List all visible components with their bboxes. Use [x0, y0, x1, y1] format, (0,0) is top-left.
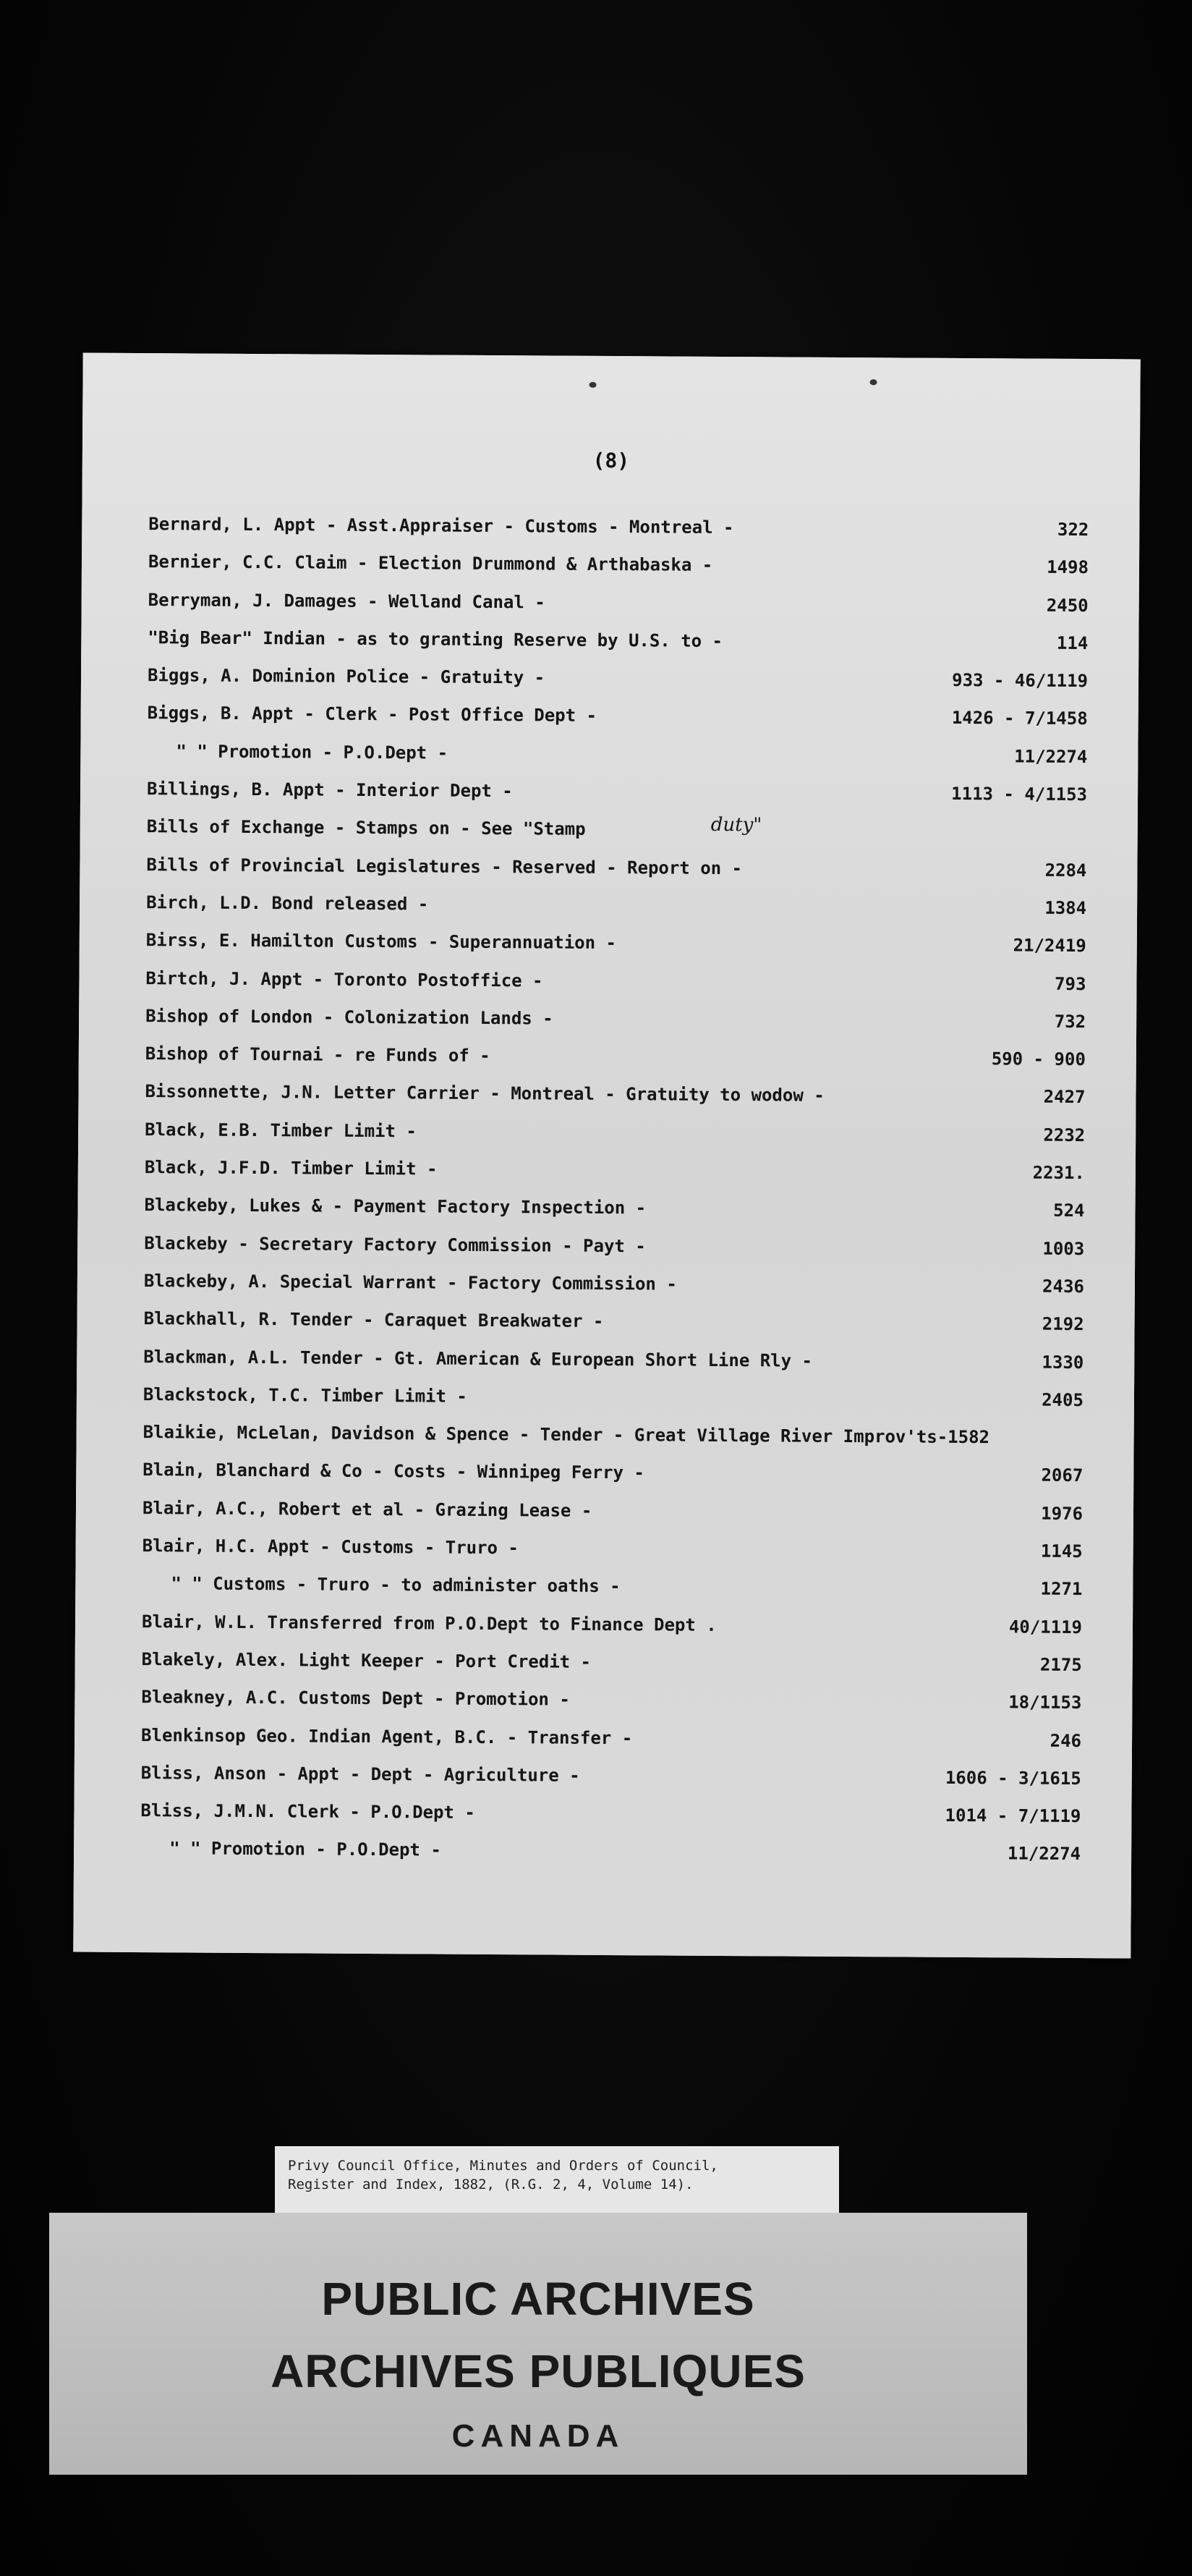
index-entry — [141, 1763, 1081, 1806]
index-entry — [142, 1573, 1082, 1617]
entry-text: Blair, A.C., Robert et al - Grazing Lease - — [142, 1497, 592, 1521]
index-entry — [142, 1460, 1083, 1504]
entry-text: Berryman, J. Damages - Welland Canal - — [148, 589, 545, 613]
entry-text: Blenkinsop Geo. Indian Agent, B.C. - Transfer - — [141, 1724, 633, 1748]
index-entry — [141, 1687, 1081, 1730]
source-caption — [275, 2146, 839, 2214]
entry-reference: 2450 — [1046, 595, 1089, 616]
entry-text: Blair, W.L. Transferred from P.O.Dept to Finance Dept . — [141, 1611, 717, 1635]
index-entry — [146, 930, 1086, 973]
entry-reference: 2427 — [1043, 1087, 1086, 1108]
entry-reference: 2284 — [1044, 860, 1087, 881]
entry-text: Bills of Exchange - Stamps on - See "Stamp — [146, 816, 586, 840]
handwritten-annotation: duty" — [710, 814, 762, 836]
entry-reference: 2192 — [1042, 1313, 1084, 1335]
entry-reference: 11/2274 — [1007, 1843, 1081, 1865]
index-entry — [144, 1233, 1084, 1276]
index-entry — [142, 1422, 1083, 1465]
entry-text: Birch, L.D. Bond released - — [146, 892, 429, 915]
archives-country: CANADA — [451, 2418, 625, 2454]
entry-text: Bliss, J.M.N. Clerk - P.O.Dept - — [140, 1800, 475, 1823]
entry-text: Blackeby - Secretary Factory Commission - Payt - — [144, 1232, 646, 1256]
entry-reference: 2405 — [1042, 1389, 1084, 1410]
entry-text: Bliss, Anson - Appt - Dept - Agriculture - — [140, 1762, 580, 1786]
entry-reference: 1113 - 4/1153 — [951, 783, 1088, 805]
archives-card — [49, 2213, 1027, 2475]
entry-reference: 21/2419 — [1013, 935, 1086, 957]
film-speck — [589, 382, 596, 388]
entry-reference: 933 - 46/1119 — [952, 670, 1089, 692]
index-entry — [145, 1157, 1085, 1200]
entry-reference: 1003 — [1042, 1238, 1085, 1259]
entry-text: "Big Bear" Indian - as to granting Reserve by U.S. to - — [148, 627, 723, 651]
entry-text: Bernard, L. Appt - Asst.Appraiser - Customs - Montreal - — [148, 514, 734, 538]
entry-reference: 1606 - 3/1615 — [945, 1767, 1081, 1789]
entry-text: Blain, Blanchard & Co - Costs - Winnipeg Ferry - — [142, 1459, 644, 1483]
entry-reference: 1145 — [1040, 1541, 1083, 1562]
caption-line: Privy Council Office, Minutes and Orders of Council, — [288, 2158, 718, 2174]
entry-reference: 1976 — [1041, 1503, 1084, 1524]
entry-text: Bernier, C.C. Claim - Election Drummond & Arthabaska - — [148, 551, 713, 576]
entry-text: Billings, B. Appt - Interior Dept - — [146, 779, 513, 802]
entry-text: Bleakney, A.C. Customs Dept - Promotion - — [141, 1687, 570, 1710]
index-entry — [148, 627, 1088, 671]
archives-title-french: ARCHIVES PUBLIQUES — [271, 2345, 806, 2397]
entry-reference: 524 — [1053, 1200, 1085, 1221]
index-entry — [143, 1308, 1084, 1352]
index-entry — [143, 1384, 1084, 1428]
index-entry — [147, 816, 1087, 860]
index-entry — [147, 703, 1087, 747]
entry-text: Bills of Provincial Legislatures - Reserved - Report on - — [146, 854, 743, 878]
index-entry — [148, 590, 1088, 633]
entry-reference: 1330 — [1042, 1352, 1084, 1373]
entry-text: Blackhall, R. Tender - Caraquet Breakwater - — [143, 1308, 604, 1332]
entry-text: Biggs, B. Appt - Clerk - Post Office Dept - — [147, 703, 597, 726]
index-entry — [145, 1119, 1085, 1163]
entry-reference: 793 — [1055, 973, 1086, 994]
entry-reference: 2436 — [1042, 1276, 1084, 1297]
entry-reference: 590 - 900 — [991, 1048, 1086, 1070]
entry-text: Bishop of Tournai - re Funds of - — [145, 1043, 490, 1067]
entry-reference: 1271 — [1040, 1578, 1083, 1600]
page-number: (8) — [592, 448, 630, 473]
entry-text: Blaikie, McLelan, Davidson & Spence - Tender - Great Village River Improv'ts-1582 — [142, 1422, 990, 1448]
entry-reference: 1426 - 7/1458 — [951, 708, 1088, 729]
entry-text: " " Promotion - P.O.Dept - — [176, 741, 448, 763]
entry-reference: 1384 — [1044, 897, 1087, 919]
entry-text: " " Customs - Truro - to administer oaths - — [171, 1573, 621, 1597]
index-entry — [142, 1535, 1082, 1579]
entry-reference: 1498 — [1047, 556, 1089, 578]
entry-text: Blair, H.C. Appt - Customs - Truro - — [142, 1535, 519, 1559]
index-entry — [145, 968, 1086, 1012]
index-entry — [145, 1082, 1085, 1125]
archives-title-english: PUBLIC ARCHIVES — [321, 2273, 755, 2325]
entry-text: Blackstock, T.C. Timber Limit - — [142, 1384, 467, 1407]
film-speck — [870, 379, 877, 385]
entry-text: Bissonnette, J.N. Letter Carrier - Montreal - Gratuity to wodow - — [145, 1081, 825, 1106]
entry-reference: 114 — [1056, 632, 1089, 653]
index-entry — [140, 1838, 1081, 1881]
index-entry — [142, 1649, 1082, 1692]
entry-text: Blakely, Alex. Light Keeper - Port Credit - — [141, 1648, 592, 1672]
entry-reference: 322 — [1057, 519, 1089, 541]
entry-text: Black, E.B. Timber Limit - — [145, 1119, 417, 1142]
entry-reference: 2231. — [1032, 1162, 1085, 1184]
entry-reference: 2175 — [1039, 1654, 1082, 1675]
entry-reference: 246 — [1050, 1730, 1082, 1751]
index-entry — [145, 1043, 1086, 1087]
entry-text: Biggs, A. Dominion Police - Gratuity - — [147, 665, 545, 688]
entry-reference: 1014 - 7/1119 — [945, 1805, 1081, 1827]
entry-text: Blackeby, A. Special Warrant - Factory Commission - — [143, 1271, 677, 1295]
index-entry — [144, 1271, 1084, 1314]
index-entry — [140, 1800, 1081, 1844]
entry-text: Birtch, J. Appt - Toronto Postoffice - — [145, 967, 543, 991]
index-entry — [147, 779, 1087, 822]
index-entry — [148, 551, 1089, 595]
index-entry — [147, 741, 1087, 784]
entry-reference: 18/1153 — [1008, 1692, 1082, 1713]
entry-reference: 2067 — [1041, 1465, 1084, 1486]
document-page — [73, 353, 1140, 1959]
entry-text: " " Promotion - P.O.Dept - — [169, 1838, 441, 1861]
index-entry — [146, 855, 1086, 898]
index-entry — [143, 1347, 1084, 1390]
index-entry — [142, 1498, 1083, 1541]
index-entry — [148, 514, 1089, 557]
index-entry — [141, 1725, 1081, 1768]
index-entry — [144, 1195, 1084, 1238]
index-entry — [146, 892, 1086, 936]
caption-line: Register and Index, 1882, (R.G. 2, 4, Volume 14). — [288, 2177, 694, 2192]
entry-reference: 2232 — [1043, 1124, 1086, 1145]
index-entry — [145, 1006, 1086, 1049]
entry-reference: 40/1119 — [1008, 1617, 1083, 1637]
entry-reference: 732 — [1054, 1011, 1086, 1032]
index-entry — [148, 665, 1088, 708]
entry-text: Black, J.F.D. Timber Limit - — [144, 1157, 438, 1179]
index-entries — [140, 514, 1089, 1882]
entry-text: Bishop of London - Colonization Lands - — [145, 1005, 553, 1029]
entry-text: Blackman, A.L. Tender - Gt. American & European Short Line Rly - — [143, 1346, 813, 1371]
entry-text: Blackeby, Lukes & - Payment Factory Inspection - — [144, 1195, 647, 1219]
entry-reference: 11/2274 — [1014, 746, 1088, 767]
entry-text: Birss, E. Hamilton Customs - Superannuation - — [145, 930, 617, 954]
index-entry — [142, 1611, 1082, 1655]
